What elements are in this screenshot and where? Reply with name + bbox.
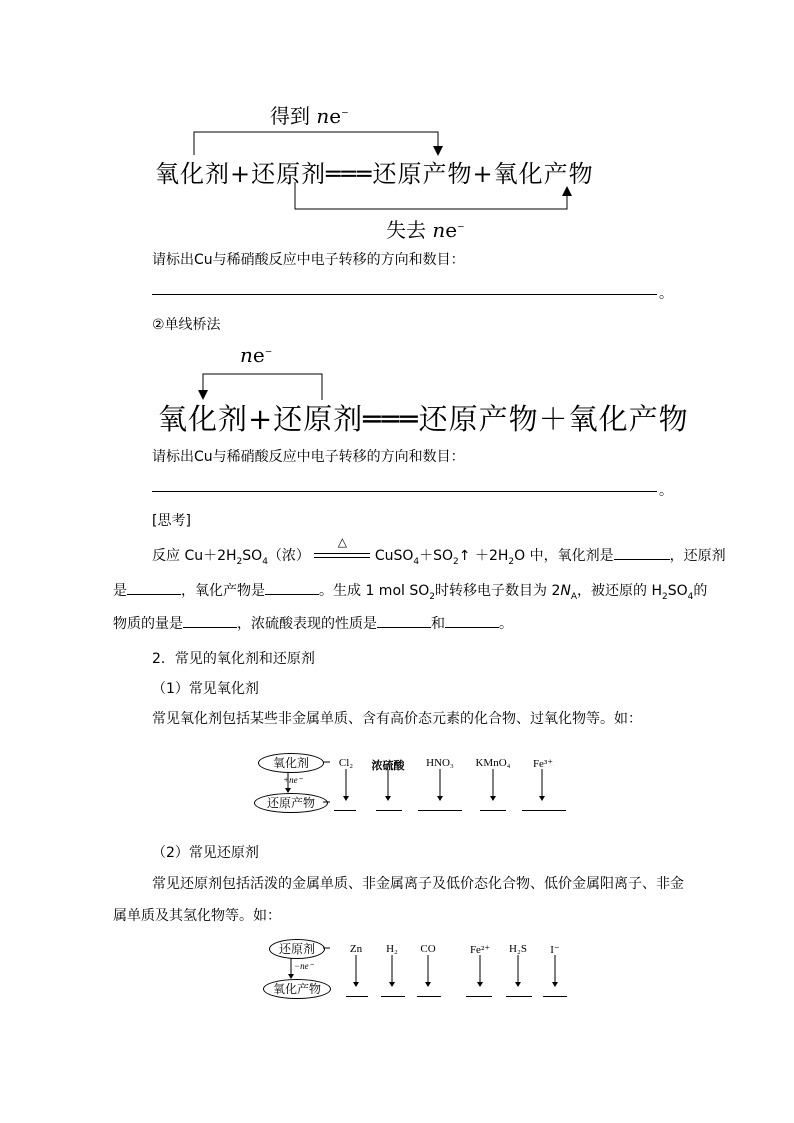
lose-e: e: [445, 218, 458, 242]
reductant-blank-6[interactable]: [543, 996, 567, 997]
t1h: ，还原剂: [669, 548, 726, 564]
section-2-title: 2．常见的氧化剂和还原剂: [152, 651, 315, 667]
t1f: ↑ ＋2H: [458, 548, 509, 564]
oxidant-blank-2[interactable]: [376, 810, 402, 811]
oxidant-blank-5[interactable]: [522, 810, 566, 811]
oxidants-heading: （1）常见氧化剂: [152, 681, 259, 697]
gain-sup: −: [341, 108, 349, 119]
oxidant-item-conc-h2so4: 浓硫酸: [371, 759, 405, 772]
t2Ns: A: [570, 591, 578, 602]
oxidant-item-kmno4: KMnO₄: [475, 757, 511, 769]
period-1: 。: [659, 286, 673, 302]
blank-oxidant[interactable]: [614, 559, 670, 560]
gain-e: e: [329, 104, 342, 128]
single-n: n: [240, 343, 253, 367]
oxidant-blank-4[interactable]: [480, 810, 506, 811]
double-bridge-equation: 氧化剂+还原剂═══还原产物+氧化产物: [155, 160, 594, 188]
reductant-arrow-label: −ne⁻: [294, 961, 314, 971]
oval-oxidation-product: 氧化产物: [263, 979, 331, 999]
heat-equals-sign: [314, 535, 370, 558]
t2s: 2: [429, 591, 435, 602]
t2a: 是: [113, 583, 127, 599]
t2s2: 2: [662, 591, 668, 602]
oxidant-arrow-label: +ne⁻: [283, 775, 303, 785]
think-line-3: [113, 613, 513, 633]
t3a: 物质的量是: [113, 616, 183, 632]
single-bridge-title: ②单线桥法: [152, 317, 221, 333]
reductant-item-iodide: I⁻: [550, 944, 560, 956]
heat-triangle: △: [337, 535, 347, 549]
reductant-item-h2s: H₂S: [509, 943, 527, 955]
t3d: 。: [499, 616, 513, 632]
reductant-item-co: CO: [420, 943, 436, 955]
oval-oxidant: 氧化剂: [258, 753, 324, 773]
t1d: CuSO: [374, 548, 414, 564]
t3c: 和: [431, 616, 445, 632]
t2e: ，被还原的 H: [577, 583, 662, 599]
t2N: N: [560, 583, 571, 599]
single-e: e: [252, 343, 265, 367]
blank-property-1[interactable]: [377, 627, 431, 628]
single-bridge-equation: 氧化剂+还原剂═══还原产物＋氧化产物: [158, 402, 689, 436]
blank-property-2[interactable]: [445, 627, 499, 628]
lose-n: n: [432, 218, 446, 242]
answer-line-1[interactable]: [152, 294, 657, 295]
oxidant-blank-1[interactable]: [334, 810, 356, 811]
reductants-desc-1: 常见还原剂包括活泼的金属单质、非金属离子及低价态化合物、低价金属阳离子、非金: [152, 876, 684, 892]
t1s3: 4: [413, 556, 420, 567]
t1s4: 2: [453, 556, 459, 567]
eq-line-bottom: [314, 557, 370, 558]
oxidant-item-hno3: HNO₃: [426, 757, 454, 769]
gain-text: 得到: [270, 104, 310, 128]
blank-oxidation-product[interactable]: [265, 594, 319, 595]
t1s5: 2: [508, 556, 515, 567]
t2b: ，氧化产物是: [181, 583, 265, 599]
think-title: [思考]: [152, 513, 191, 529]
blank-amount[interactable]: [183, 627, 237, 628]
reductant-item-fe2: Fe²⁺: [469, 944, 491, 956]
gain-n: n: [316, 104, 330, 128]
reductant-item-zn: Zn: [349, 943, 363, 955]
lose-electrons-label: [386, 214, 465, 243]
oxidant-item-cl2: Cl₂: [338, 757, 354, 769]
reductant-item-h2: H₂: [386, 943, 398, 955]
oval-reduction-product: 还原产物: [254, 793, 328, 813]
t1s1: 2: [236, 556, 243, 567]
reductant-blank-2[interactable]: [381, 996, 405, 997]
t1a: 反应 Cu＋2H: [152, 548, 237, 564]
t3b: ，浓硫酸表现的性质是: [237, 616, 377, 632]
oxidants-desc: 常见氧化剂包括某些非金属单质、含有高价态元素的化合物、过氧化物等。如：: [152, 711, 642, 727]
period-2: 。: [659, 483, 673, 499]
t2c: 。生成 1 mol SO: [319, 583, 430, 599]
single-sup: −: [264, 347, 273, 358]
single-bridge-label: [240, 343, 272, 367]
blank-reductant[interactable]: [127, 594, 181, 595]
answer-line-2[interactable]: [152, 491, 657, 492]
reductants-desc-2: 属单质及其氢化物等。如：: [113, 908, 281, 924]
think-line-1: [152, 535, 726, 567]
prompt-2: 请标出Cu与稀硝酸反应中电子转移的方向和数目：: [152, 449, 465, 465]
t1b: SO: [242, 548, 263, 564]
t2f: SO: [667, 583, 688, 599]
t1g: O 中，氧化剂是: [514, 548, 614, 564]
reductant-blank-5[interactable]: [506, 996, 532, 997]
t2s3: 4: [687, 591, 694, 602]
lose-sup: −: [457, 222, 465, 233]
oval-reductant: 还原剂: [269, 939, 325, 959]
reductant-blank-4[interactable]: [466, 996, 492, 997]
t2g: 的: [693, 583, 708, 599]
oxidant-item-fe3: Fe³⁺: [532, 758, 554, 770]
think-line-2: [113, 580, 707, 602]
lose-text: 失去: [386, 218, 426, 242]
t1c: （浓）: [267, 548, 310, 564]
oxidant-blank-3[interactable]: [418, 810, 462, 811]
reductant-blank-1[interactable]: [346, 996, 368, 997]
reductant-blank-3[interactable]: [417, 996, 441, 997]
t2d: 时转移电子数目为 2: [435, 583, 561, 599]
prompt-1: 请标出Cu与稀硝酸反应中电子转移的方向和数目：: [152, 252, 465, 268]
eq-line-top: [314, 553, 370, 554]
t1s2: 4: [262, 556, 268, 567]
reductants-heading: （2）常见还原剂: [152, 845, 259, 861]
t1e: ＋SO: [419, 548, 454, 564]
